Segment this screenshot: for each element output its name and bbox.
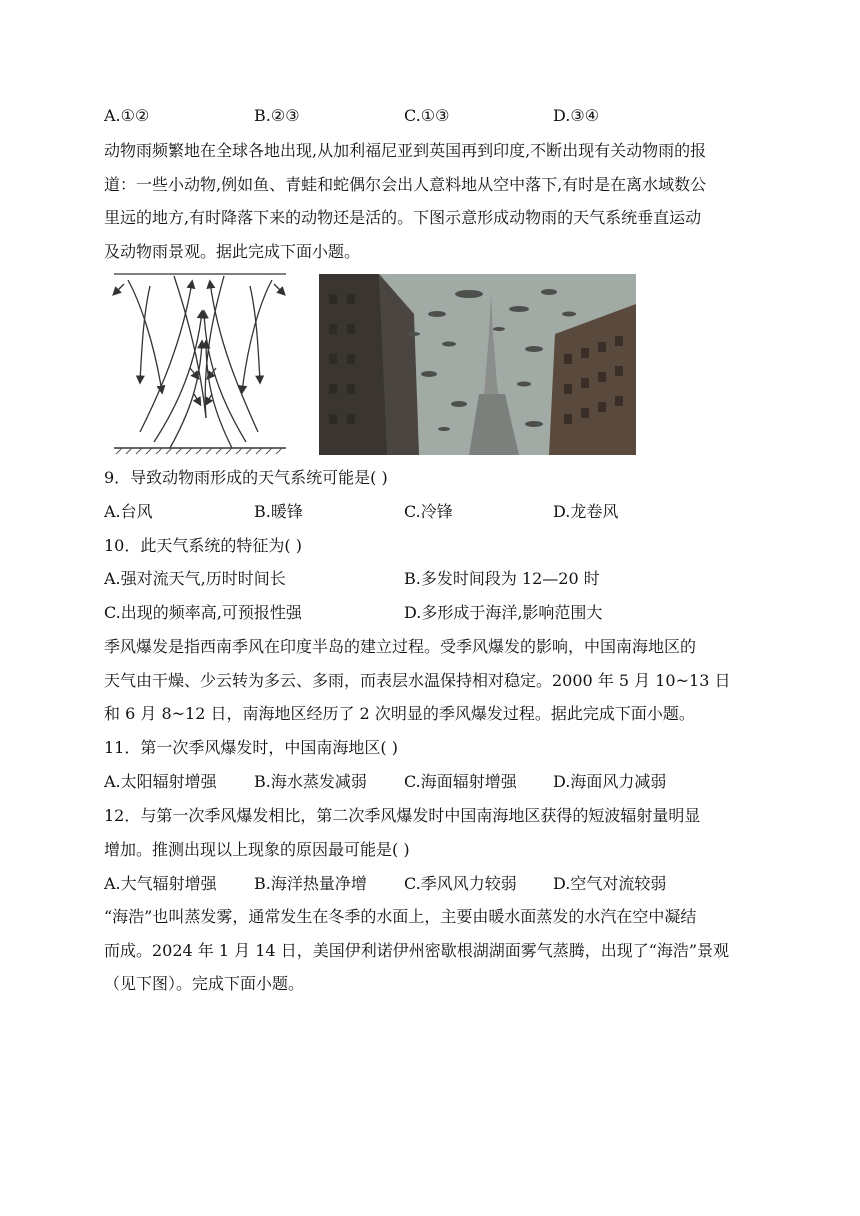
q11-option-a: A.太阳辐射增强 [104, 772, 217, 791]
intro-sea-smoke [104, 900, 760, 1001]
question-12-stem-line-2: 增加。推测出现以上现象的原因最可能是( ) [104, 840, 410, 859]
q11-option-d: D.海面风力减弱 [553, 772, 667, 791]
q10-option-d: D.多形成于海洋,影响范围大 [404, 603, 603, 622]
intro-animal-rain [104, 134, 760, 268]
paragraph-line: 天气由干燥、少云转为多云、多雨，而表层水温保持相对稳定。2000 年 5 月 10~13 日 [104, 670, 731, 690]
q12-option-c: C.季风风力较弱 [404, 874, 517, 893]
q10-option-c: C.出现的频率高,可预报性强 [104, 603, 302, 622]
q9-option-b: B.暖锋 [254, 502, 303, 521]
option-b: B.②③ [254, 106, 300, 125]
intro-monsoon [104, 630, 760, 731]
q11-option-b: B.海水蒸发减弱 [254, 772, 367, 791]
q12-option-a: A.大气辐射增强 [104, 874, 217, 893]
animal-rain-photo [319, 274, 636, 455]
paragraph-line: 道：一些小动物,例如鱼、青蛙和蛇偶尔会出人意料地从空中落下,有时是在离水域数公 [104, 174, 707, 194]
q10-option-a: A.强对流天气,历时时间长 [104, 569, 286, 588]
question-12-stem-line-1: 12．与第一次季风爆发相比，第二次季风爆发时中国南海地区获得的短波辐射量明显 [104, 806, 701, 825]
paragraph-line: （见下图）。完成下面小题。 [104, 974, 305, 993]
q9-option-d: D.龙卷风 [553, 502, 619, 521]
paragraph-line: “海浩”也叫蒸发雾，通常发生在冬季的水面上，主要由暖水面蒸发的水汽在空中凝结 [104, 907, 697, 926]
paragraph-line: 及动物雨景观。据此完成下面小题。 [104, 241, 361, 261]
paragraph-line: 和 6 月 8~12 日，南海地区经历了 2 次明显的季风爆发过程。据此完成下面小题。 [104, 704, 695, 723]
q10-option-b: B.多发时间段为 12—20 时 [404, 569, 600, 588]
q9-option-c: C.冷锋 [404, 502, 453, 521]
question-9-stem: 9．导致动物雨形成的天气系统可能是( ) [104, 468, 388, 487]
q12-option-d: D.空气对流较弱 [553, 874, 667, 893]
paragraph-line: 里远的地方,有时降落下来的动物还是活的。下图示意形成动物雨的天气系统垂直运动 [104, 208, 702, 227]
q12-option-b: B.海洋热量净增 [254, 874, 367, 893]
option-c: C.①③ [404, 106, 450, 125]
question-11-stem: 11．第一次季风爆发时，中国南海地区( ) [104, 738, 398, 757]
q9-option-a: A.台风 [104, 502, 153, 521]
option-d: D.③④ [553, 106, 600, 125]
option-a: A.①② [104, 106, 150, 125]
paragraph-line: 而成。2024 年 1 月 14 日，美国伊利诺伊州密歇根湖湖面雾气蒸腾，出现了“海浩”景观 [104, 940, 730, 960]
paragraph-line: 季风爆发是指西南季风在印度半岛的建立过程。受季风爆发的影响，中国南海地区的 [104, 637, 697, 656]
vertical-motion-diagram [110, 272, 290, 458]
question-10-stem: 10．此天气系统的特征为( ) [104, 536, 302, 555]
paragraph-line: 动物雨频繁地在全球各地出现,从加利福尼亚到英国再到印度,不断出现有关动物雨的报 [104, 141, 707, 160]
q11-option-c: C.海面辐射增强 [404, 772, 517, 791]
